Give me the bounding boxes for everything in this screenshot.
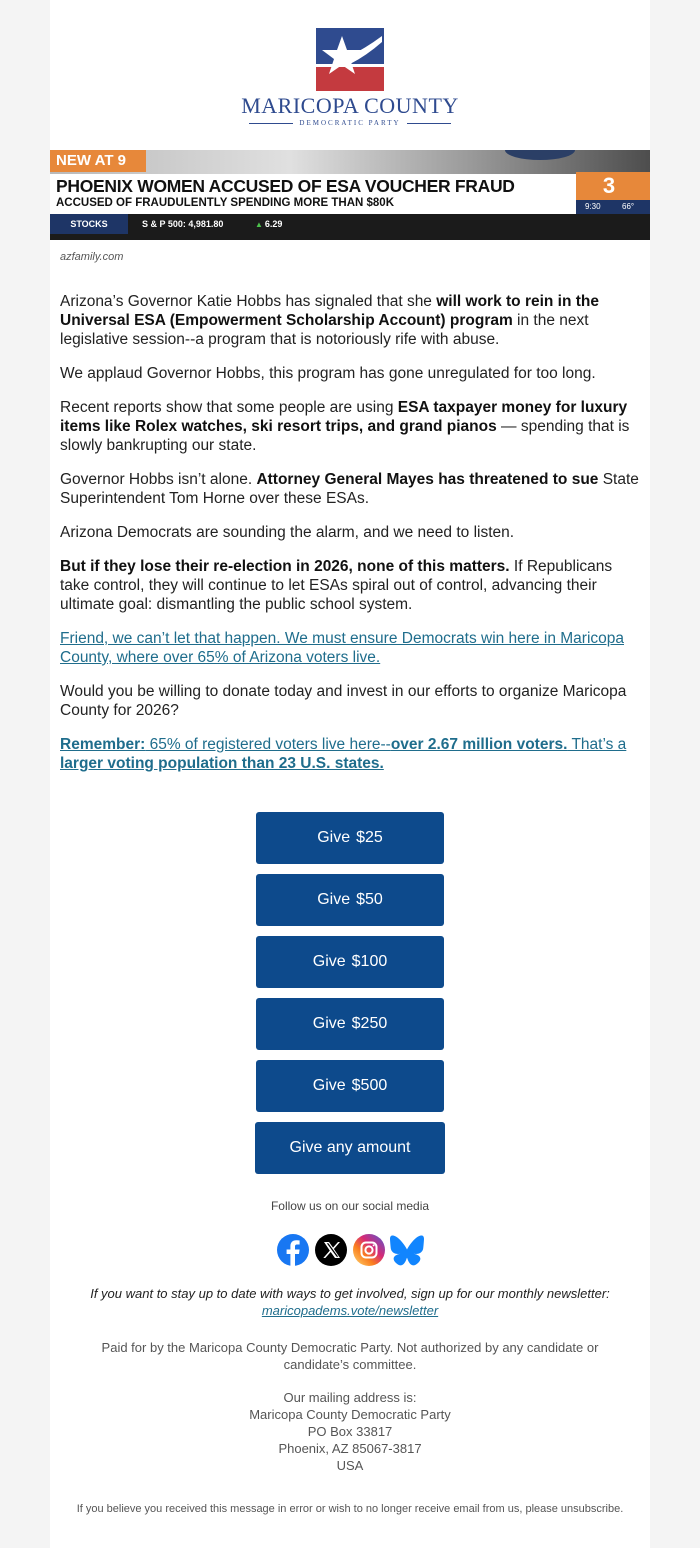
paragraph-4: Governor Hobbs isn’t alone. Attorney General Mayes has threatened to sue State Superintendent Tom Horne over these ESAs.: [60, 471, 639, 507]
give-500-button[interactable]: Give $500: [256, 1060, 444, 1112]
paragraph-1: Arizona’s Governor Katie Hobbs has signaled that she will work to rein in the Universal ESA (Empowerment Scholarship Account) program in the next legislative session--a program that is notoriously rife with abuse.: [60, 293, 600, 348]
newsletter-link[interactable]: maricopadems.vote/newsletter: [261, 1303, 439, 1318]
bluesky-icon[interactable]: [390, 1233, 424, 1267]
instagram-icon[interactable]: [352, 1233, 386, 1267]
follow-text: Follow us on our social media: [270, 1199, 430, 1213]
paragraph-3: Recent reports show that some people are using ESA taxpayer money for luxury items like Rolex watches, ski resort trips, and grand pianos — spending that is slowly bankrupting our state.: [60, 399, 630, 454]
channel-number: 3: [602, 173, 616, 198]
email-body: [60, 292, 640, 788]
social-icons: [50, 1233, 650, 1267]
facebook-icon[interactable]: [276, 1233, 310, 1267]
newsletter-note: If you want to stay up to date with ways to get involved, sign up for our monthly newsletter: maricopadems.vote/newsletter: [90, 1286, 610, 1318]
image-caption: azfamily.com: [60, 251, 124, 263]
org-subtitle: DEMOCRATIC PARTY: [50, 119, 650, 127]
email-page: [50, 0, 650, 1548]
paid-for-disclaimer: Paid for by the Maricopa County Democratic Party. Not authorized by any candidate or candidate’s committee.: [101, 1340, 599, 1372]
paragraph-8: Would you be willing to donate today and invest in our efforts to organize Maricopa County for 2026?: [60, 683, 627, 719]
org-logo[interactable]: [50, 28, 650, 127]
paragraph-5: Arizona Democrats are sounding the alarm, and we need to listen.: [60, 524, 515, 541]
up-arrow-icon: ▲: [255, 220, 263, 229]
unsubscribe-note[interactable]: If you believe you received this message in error or wish to no longer receive email from us, please unsubscribe.: [76, 1503, 624, 1515]
org-name: MARICOPA COUNTY: [241, 93, 459, 118]
ticker-label: STOCKS: [50, 214, 128, 234]
paragraph-6: But if they lose their re-election in 2026, none of this matters. If Republicans take control, they will continue to let ESAs spiral out of control, advancing their ultimate goal: dismantling the public school system.: [60, 558, 613, 613]
give-25-button[interactable]: Give $25: [256, 812, 444, 864]
give-100-button[interactable]: Give $100: [256, 936, 444, 988]
remember-link[interactable]: Remember: 65% of registered voters live here--over 2.67 million voters. That’s a larger voting population than 23 U.S. states.: [60, 736, 627, 772]
news-time: 9:30: [585, 202, 601, 211]
news-headline: PHOENIX WOMEN ACCUSED OF ESA VOUCHER FRAUD: [56, 176, 515, 196]
x-icon[interactable]: [314, 1233, 348, 1267]
news-temp: 66°: [622, 202, 635, 211]
give-250-button[interactable]: Give $250: [256, 998, 444, 1050]
star-logo-icon: [316, 28, 384, 91]
give-50-button[interactable]: Give $50: [256, 874, 444, 926]
ticker-value: S & P 500: 4,981.80: [142, 219, 224, 229]
give-any-amount-button[interactable]: Give any amount: [255, 1122, 445, 1174]
paragraph-7: [60, 629, 640, 667]
paragraph-2: We applaud Governor Hobbs, this program has gone unregulated for too long.: [60, 365, 596, 382]
news-subheadline: ACCUSED OF FRAUDULENTLY SPENDING MORE THAN $80K: [56, 197, 395, 209]
ticker-change: ▲ 6.29: [255, 219, 283, 229]
news-tag: NEW AT 9: [50, 150, 146, 172]
news-screenshot-image[interactable]: [50, 150, 650, 240]
donate-link[interactable]: Friend, we can’t let that happen. We must ensure Democrats win here in Maricopa County, where over 65% of Arizona voters live.: [60, 630, 625, 666]
paragraph-9: [60, 735, 640, 773]
mailing-address: Our mailing address is: Maricopa County Democratic Party PO Box 33817 Phoenix, AZ 85067-3817 USA: [249, 1390, 451, 1473]
